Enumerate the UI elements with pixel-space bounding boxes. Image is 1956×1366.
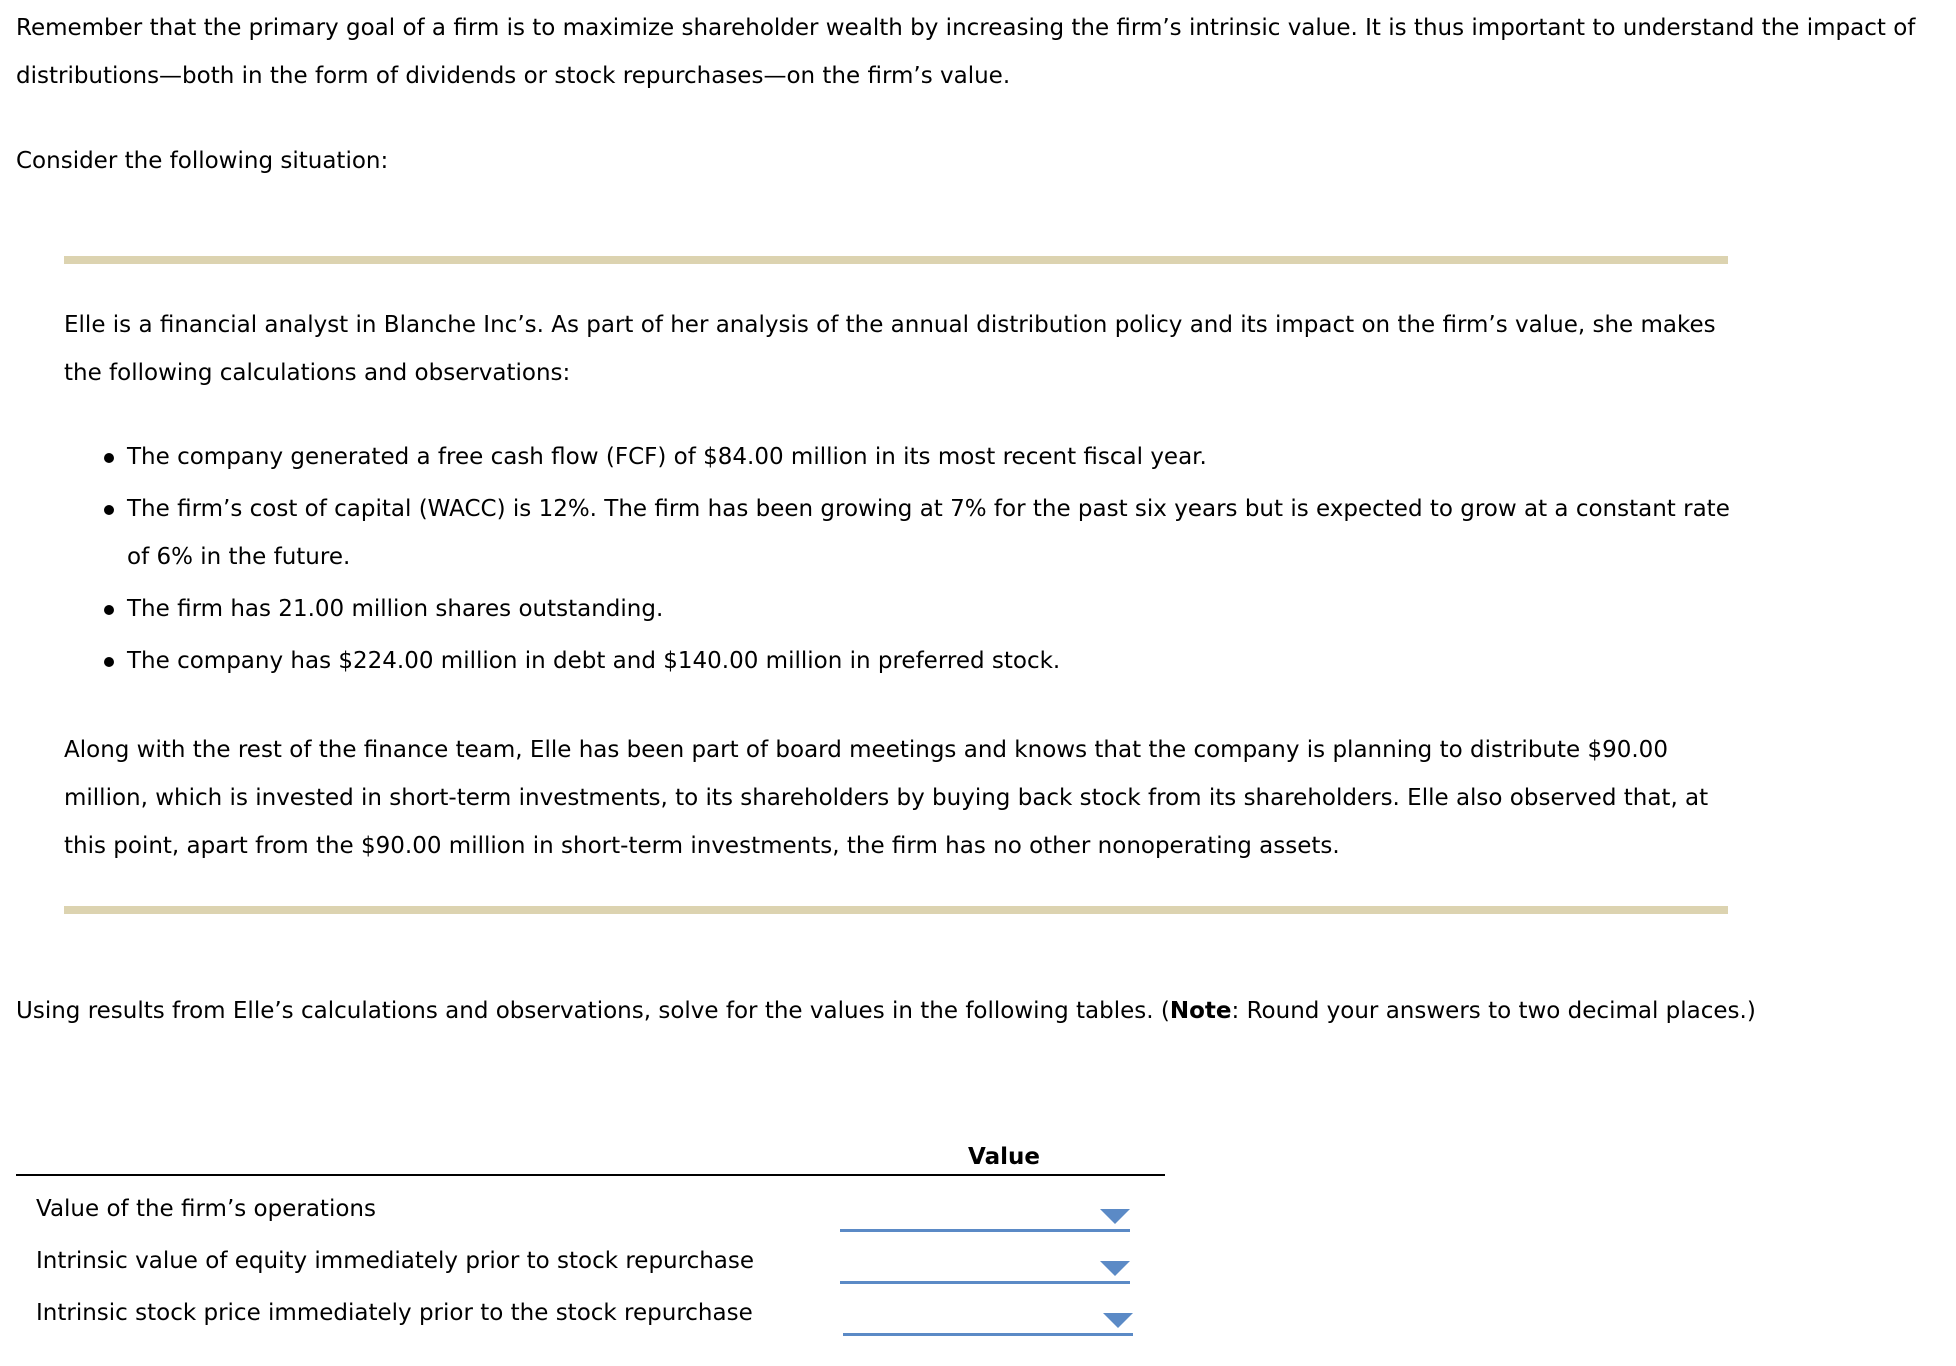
- list-item: [64, 485, 1744, 581]
- intro-paragraph: Remember that the primary goal of a firm is to maximize shareholder wealth by increasing the firm’s intrinsic value. It is thus important to understand the impact of distributions—both in the form of dividends or stock repurchases—on the firm’s value.: [16, 15, 1916, 89]
- value-of-operations-dropdown[interactable]: [840, 1191, 1130, 1232]
- note-label: Note: [1169, 998, 1232, 1024]
- bullet-icon: [104, 453, 114, 463]
- row-label: Intrinsic value of equity immediately prior to stock repurchase: [36, 1248, 755, 1274]
- value-column-header: Value: [968, 1144, 1040, 1170]
- case-bottom-divider: [64, 906, 1728, 914]
- header-divider: [16, 1174, 1165, 1176]
- equity-value-dropdown[interactable]: [840, 1243, 1130, 1284]
- list-item: [64, 585, 1744, 633]
- list-item-text: The firm’s cost of capital (WACC) is 12%. The firm has been growing at 7% for the past six years but is expected to grow at a constant rate of 6% in the future.: [127, 496, 1730, 570]
- table-row: [16, 1185, 1165, 1237]
- case-outro-paragraph: Along with the rest of the finance team, Elle has been part of board meetings and knows that the company is planning to distribute $90.00 million, which is invested in short-term investments, to its shareholders by buying back stock from its shareholders. Elle also observed that, at this point, apart from the $90.00 million in short-term investments, the firm has no other nonoperating assets.: [64, 737, 1709, 859]
- list-item: [64, 637, 1744, 685]
- observations-list: [64, 433, 1744, 689]
- bullet-icon: [104, 605, 114, 615]
- instructions: [16, 987, 1936, 1035]
- stock-price-dropdown[interactable]: [843, 1295, 1133, 1336]
- row-label: Intrinsic stock price immediately prior to the stock repurchase: [36, 1300, 753, 1326]
- caret-down-icon[interactable]: [1100, 1261, 1130, 1276]
- bullet-icon: [104, 505, 114, 515]
- list-item: [64, 433, 1744, 481]
- table-row: [16, 1289, 1165, 1341]
- instructions-text: Using results from Elle’s calculations and observations, solve for the values in the following tables. (: [16, 998, 1170, 1024]
- list-item-text: The company has $224.00 million in debt and $140.00 million in preferred stock.: [127, 648, 1061, 674]
- caret-down-icon[interactable]: [1103, 1313, 1133, 1328]
- case-top-divider: [64, 256, 1728, 264]
- row-label: Value of the firm’s operations: [36, 1196, 376, 1222]
- instructions-text-end: : Round your answers to two decimal places.): [1231, 998, 1756, 1024]
- case-intro-paragraph: Elle is a financial analyst in Blanche Inc’s. As part of her analysis of the annual distribution policy and its impact on the firm’s value, she makes the following calculations and observations:: [64, 312, 1716, 386]
- bullet-icon: [104, 657, 114, 667]
- list-item-text: The company generated a free cash flow (FCF) of $84.00 million in its most recent fiscal year.: [127, 444, 1207, 470]
- list-item-text: The firm has 21.00 million shares outstanding.: [127, 596, 664, 622]
- consider-prompt: Consider the following situation:: [16, 148, 389, 174]
- caret-down-icon[interactable]: [1100, 1209, 1130, 1224]
- table-row: [16, 1237, 1165, 1289]
